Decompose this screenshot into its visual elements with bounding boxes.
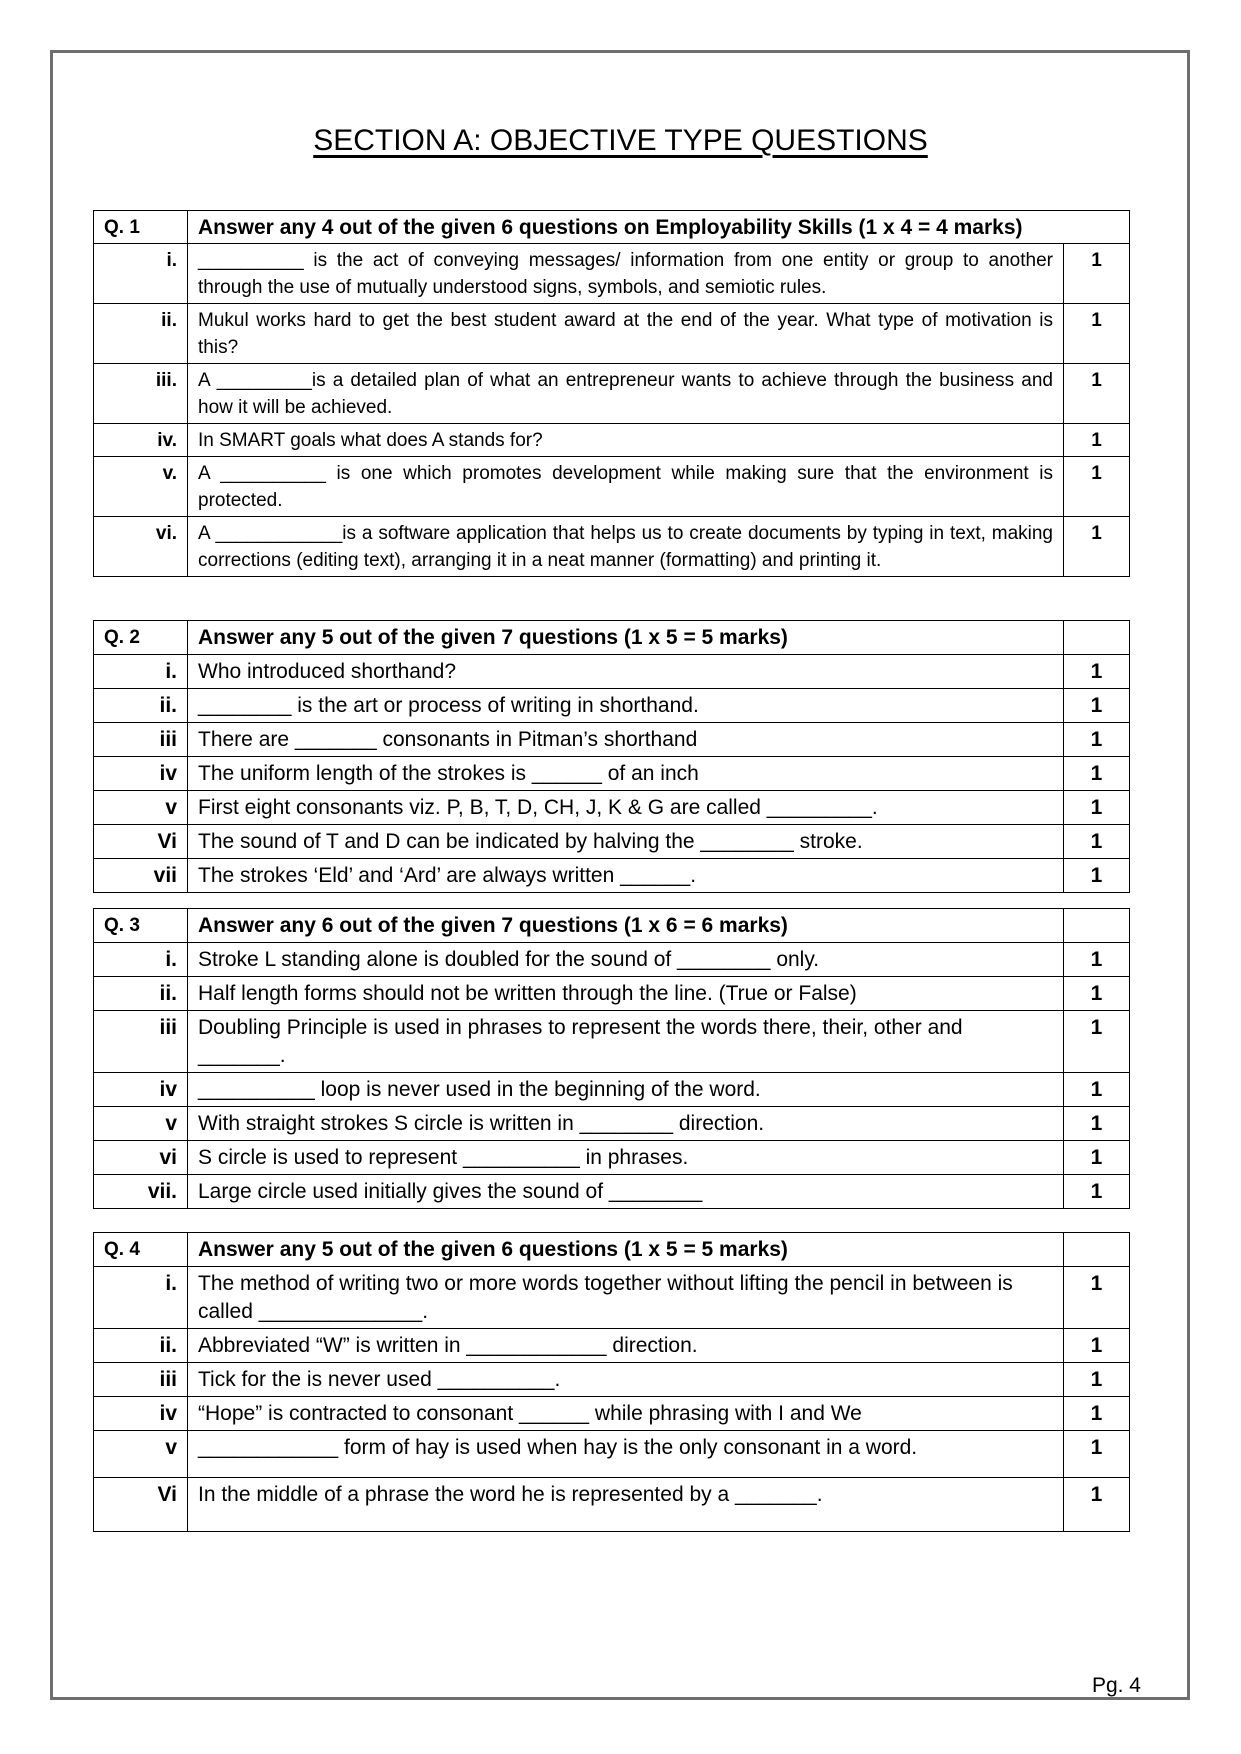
question-row <box>94 1141 1130 1175</box>
item-text: The sound of T and D can be indicated by halving the ________ stroke. <box>188 825 1064 859</box>
question-heading: Answer any 5 out of the given 6 questions (1 x 5 = 5 marks) <box>188 1233 1064 1267</box>
item-number: v <box>94 1107 188 1141</box>
item-text: A _________is a detailed plan of what an entrepreneur wants to achieve through the business and how it will be achieved. <box>188 364 1064 424</box>
item-number: ii. <box>94 1329 188 1363</box>
item-text: Abbreviated “W” is written in ____________ direction. <box>188 1329 1064 1363</box>
item-number: vii. <box>94 1175 188 1209</box>
item-number: vi. <box>94 517 188 577</box>
item-text: Mukul works hard to get the best student award at the end of the year. What type of motivation is this? <box>188 304 1064 364</box>
question-row <box>94 1073 1130 1107</box>
item-marks: 1 <box>1064 791 1130 825</box>
page-number: Pg. 4 <box>1091 1674 1141 1697</box>
question-row <box>94 1363 1130 1397</box>
item-text: __________ is the act of conveying messages/ information from one entity or group to another through the use of mutually understood signs, symbols, and semiotic rules. <box>188 244 1064 304</box>
item-text: The strokes ‘Eld’ and ‘Ard’ are always written ______. <box>188 859 1064 893</box>
question-row <box>94 1267 1130 1329</box>
item-marks: 1 <box>1064 757 1130 791</box>
item-number: iv <box>94 757 188 791</box>
item-marks: 1 <box>1064 1478 1130 1532</box>
question-row <box>94 1329 1130 1363</box>
question-row <box>94 1175 1130 1209</box>
question-1-table <box>93 210 1130 577</box>
item-number: i. <box>94 1267 188 1329</box>
header-marks-cell <box>1064 621 1130 655</box>
question-label: Q. 2 <box>94 621 188 655</box>
item-text: __________ loop is never used in the beginning of the word. <box>188 1073 1064 1107</box>
item-marks: 1 <box>1064 1329 1130 1363</box>
item-marks: 1 <box>1064 655 1130 689</box>
question-row <box>94 1397 1130 1431</box>
item-text: First eight consonants viz. P, B, T, D, CH, J, K & G are called _________. <box>188 791 1064 825</box>
item-text: “Hope” is contracted to consonant ______ while phrasing with I and We <box>188 1397 1064 1431</box>
section-title: SECTION A: OBJECTIVE TYPE QUESTIONS <box>313 124 928 157</box>
item-marks: 1 <box>1064 859 1130 893</box>
question-row <box>94 424 1130 457</box>
item-marks: 1 <box>1064 689 1130 723</box>
item-marks: 1 <box>1064 1011 1130 1073</box>
item-number: v <box>94 791 188 825</box>
question-row <box>94 1011 1130 1073</box>
item-marks: 1 <box>1064 364 1130 424</box>
question-header <box>94 621 1130 655</box>
item-marks: 1 <box>1064 1073 1130 1107</box>
question-label: Q. 1 <box>94 211 188 244</box>
question-row <box>94 1431 1130 1478</box>
item-number: vii <box>94 859 188 893</box>
item-number: iv <box>94 1397 188 1431</box>
header-marks-cell <box>1064 1233 1130 1267</box>
question-row <box>94 859 1130 893</box>
item-marks: 1 <box>1064 723 1130 757</box>
item-marks: 1 <box>1064 424 1130 457</box>
item-marks: 1 <box>1064 1363 1130 1397</box>
item-text: ________ is the art or process of writing in shorthand. <box>188 689 1064 723</box>
question-heading: Answer any 6 out of the given 7 questions (1 x 6 = 6 marks) <box>188 909 1064 943</box>
item-marks: 1 <box>1064 517 1130 577</box>
item-marks: 1 <box>1064 1141 1130 1175</box>
question-heading: Answer any 5 out of the given 7 questions (1 x 5 = 5 marks) <box>188 621 1064 655</box>
item-number: ii. <box>94 977 188 1011</box>
item-number: ii. <box>94 304 188 364</box>
item-text: A __________ is one which promotes development while making sure that the environment is protected. <box>188 457 1064 517</box>
item-number: iv. <box>94 424 188 457</box>
item-text: The uniform length of the strokes is ______ of an inch <box>188 757 1064 791</box>
item-number: i. <box>94 655 188 689</box>
item-marks: 1 <box>1064 1267 1130 1329</box>
item-text: Half length forms should not be written through the line. (True or False) <box>188 977 1064 1011</box>
item-text: Large circle used initially gives the sound of ________ <box>188 1175 1064 1209</box>
item-text: There are _______ consonants in Pitman’s shorthand <box>188 723 1064 757</box>
question-header <box>94 909 1130 943</box>
item-text: With straight strokes S circle is written in ________ direction. <box>188 1107 1064 1141</box>
item-text: In SMART goals what does A stands for? <box>188 424 1064 457</box>
question-label: Q. 3 <box>94 909 188 943</box>
item-marks: 1 <box>1064 977 1130 1011</box>
item-marks: 1 <box>1064 943 1130 977</box>
item-number: i. <box>94 244 188 304</box>
item-text: ____________ form of hay is used when hay is the only consonant in a word. <box>188 1431 1064 1478</box>
item-number: Vi <box>94 1478 188 1532</box>
item-number: i. <box>94 943 188 977</box>
item-number: Vi <box>94 825 188 859</box>
item-text: Stroke L standing alone is doubled for the sound of ________ only. <box>188 943 1064 977</box>
item-number: iii <box>94 1011 188 1073</box>
item-text: S circle is used to represent __________ in phrases. <box>188 1141 1064 1175</box>
item-number: iii <box>94 723 188 757</box>
item-number: iv <box>94 1073 188 1107</box>
item-marks: 1 <box>1064 825 1130 859</box>
question-row <box>94 517 1130 577</box>
item-marks: 1 <box>1064 1397 1130 1431</box>
item-marks: 1 <box>1064 304 1130 364</box>
item-marks: 1 <box>1064 1175 1130 1209</box>
item-text: Doubling Principle is used in phrases to represent the words there, their, other and _______. <box>188 1011 1064 1073</box>
question-row <box>94 791 1130 825</box>
item-text: A ____________is a software application that helps us to create documents by typing in text, making corrections (editing text), arranging it in a neat manner (formatting) and printing it. <box>188 517 1064 577</box>
question-row <box>94 655 1130 689</box>
question-row <box>94 723 1130 757</box>
question-2-table <box>93 620 1130 893</box>
question-label: Q. 4 <box>94 1233 188 1267</box>
item-marks: 1 <box>1064 1107 1130 1141</box>
question-row <box>94 689 1130 723</box>
item-number: ii. <box>94 689 188 723</box>
item-text: Who introduced shorthand? <box>188 655 1064 689</box>
item-number: iii <box>94 1363 188 1397</box>
question-row <box>94 364 1130 424</box>
question-3-table <box>93 908 1130 1209</box>
item-number: vi <box>94 1141 188 1175</box>
question-row <box>94 943 1130 977</box>
item-text: Tick for the is never used __________. <box>188 1363 1064 1397</box>
item-marks: 1 <box>1064 457 1130 517</box>
item-number: iii. <box>94 364 188 424</box>
item-number: v <box>94 1431 188 1478</box>
question-row <box>94 457 1130 517</box>
item-marks: 1 <box>1064 244 1130 304</box>
question-row <box>94 304 1130 364</box>
item-text: In the middle of a phrase the word he is represented by a _______. <box>188 1478 1064 1532</box>
question-row <box>94 1478 1130 1532</box>
question-row <box>94 825 1130 859</box>
item-number: v. <box>94 457 188 517</box>
question-heading: Answer any 4 out of the given 6 questions on Employability Skills (1 x 4 = 4 marks) <box>188 211 1130 244</box>
question-header <box>94 1233 1130 1267</box>
question-row <box>94 977 1130 1011</box>
question-row <box>94 244 1130 304</box>
header-marks-cell <box>1064 909 1130 943</box>
item-marks: 1 <box>1064 1431 1130 1478</box>
question-row <box>94 757 1130 791</box>
question-4-table <box>93 1232 1130 1532</box>
item-text: The method of writing two or more words together without lifting the pencil in between is called ______________. <box>188 1267 1064 1329</box>
question-header <box>94 211 1130 244</box>
question-row <box>94 1107 1130 1141</box>
